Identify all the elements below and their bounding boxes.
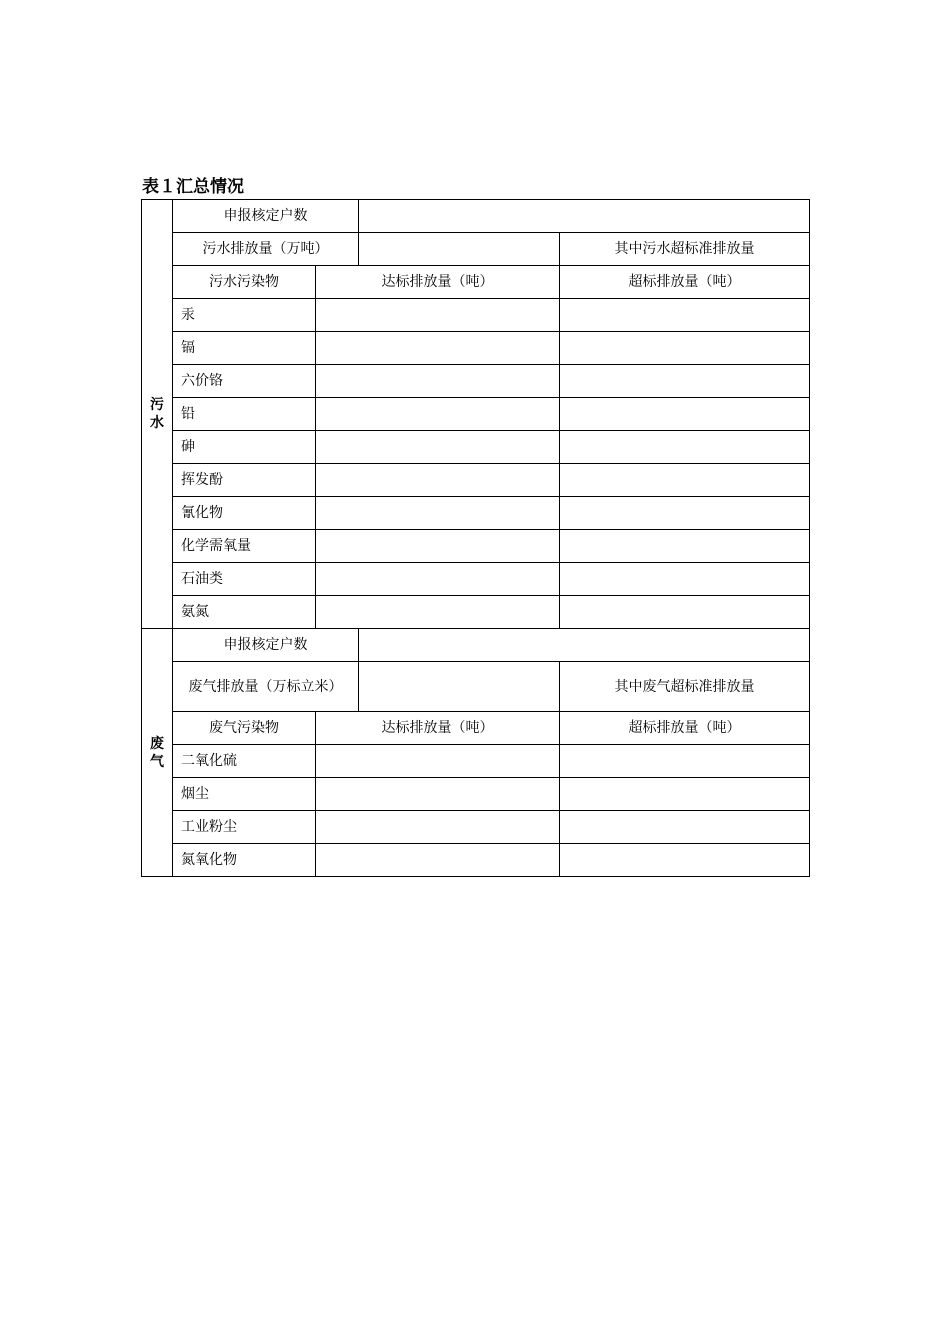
table-row	[142, 596, 810, 629]
pollutant-name: 铅	[173, 398, 316, 431]
table-title: 表１汇总情况	[142, 177, 244, 197]
compliant-amount-cell[interactable]	[316, 530, 560, 563]
over-amount-cell[interactable]	[560, 778, 810, 811]
pollutant-name: 镉	[173, 332, 316, 365]
pollutant-name: 汞	[173, 299, 316, 332]
over-amount-cell[interactable]	[560, 530, 810, 563]
pollutant-name: 石油类	[173, 563, 316, 596]
wastewater-over-header: 超标排放量（吨）	[560, 266, 810, 299]
over-amount-cell[interactable]	[560, 563, 810, 596]
pollutant-name: 烟尘	[173, 778, 316, 811]
pollutant-name: 挥发酚	[173, 464, 316, 497]
wastewater-declared-households-value[interactable]	[359, 200, 810, 233]
pollutant-name: 砷	[173, 431, 316, 464]
compliant-amount-cell[interactable]	[316, 431, 560, 464]
table-row	[142, 563, 810, 596]
table-row	[142, 299, 810, 332]
pollutant-name: 氰化物	[173, 497, 316, 530]
table-row	[142, 530, 810, 563]
wastewater-declared-households-label: 申报核定户数	[173, 200, 359, 233]
compliant-amount-cell[interactable]	[316, 497, 560, 530]
over-amount-cell[interactable]	[560, 299, 810, 332]
compliant-amount-cell[interactable]	[316, 464, 560, 497]
compliant-amount-cell[interactable]	[316, 332, 560, 365]
wastewater-section	[142, 200, 810, 629]
waste-gas-discharge-label: 废气排放量（万标立米）	[173, 662, 359, 712]
waste-gas-declared-households-value[interactable]	[359, 629, 810, 662]
wastewater-compliant-header: 达标排放量（吨）	[316, 266, 560, 299]
waste-gas-compliant-header: 达标排放量（吨）	[316, 712, 560, 745]
wastewater-discharge-value[interactable]	[359, 233, 560, 266]
compliant-amount-cell[interactable]	[316, 563, 560, 596]
compliant-amount-cell[interactable]	[316, 745, 560, 778]
over-amount-cell[interactable]	[560, 844, 810, 877]
waste-gas-declared-households-label: 申报核定户数	[173, 629, 359, 662]
over-amount-cell[interactable]	[560, 365, 810, 398]
summary-table	[141, 199, 810, 877]
table-row	[142, 365, 810, 398]
over-amount-cell[interactable]	[560, 497, 810, 530]
pollutant-name: 化学需氧量	[173, 530, 316, 563]
pollutant-name: 二氧化硫	[173, 745, 316, 778]
compliant-amount-cell[interactable]	[316, 811, 560, 844]
compliant-amount-cell[interactable]	[316, 398, 560, 431]
compliant-amount-cell[interactable]	[316, 365, 560, 398]
table-row	[142, 464, 810, 497]
pollutant-name: 氨氮	[173, 596, 316, 629]
table-row	[142, 778, 810, 811]
waste-gas-section-label: 废 气	[142, 629, 173, 877]
pollutant-name: 氮氧化物	[173, 844, 316, 877]
table-row	[142, 332, 810, 365]
waste-gas-section	[142, 629, 810, 877]
pollutant-name: 工业粉尘	[173, 811, 316, 844]
wastewater-section-label: 污 水	[142, 200, 173, 629]
table-row	[142, 811, 810, 844]
compliant-amount-cell[interactable]	[316, 844, 560, 877]
wastewater-over-standard-label: 其中污水超标准排放量	[560, 233, 810, 266]
over-amount-cell[interactable]	[560, 745, 810, 778]
over-amount-cell[interactable]	[560, 332, 810, 365]
waste-gas-over-header: 超标排放量（吨）	[560, 712, 810, 745]
over-amount-cell[interactable]	[560, 464, 810, 497]
compliant-amount-cell[interactable]	[316, 299, 560, 332]
table-row	[142, 844, 810, 877]
table-row	[142, 431, 810, 464]
waste-gas-discharge-value[interactable]	[359, 662, 560, 712]
wastewater-discharge-label: 污水排放量（万吨）	[173, 233, 359, 266]
table-row	[142, 745, 810, 778]
table-row	[142, 497, 810, 530]
wastewater-pollutant-header: 污水污染物	[173, 266, 316, 299]
compliant-amount-cell[interactable]	[316, 778, 560, 811]
table-row	[142, 398, 810, 431]
over-amount-cell[interactable]	[560, 596, 810, 629]
over-amount-cell[interactable]	[560, 431, 810, 464]
compliant-amount-cell[interactable]	[316, 596, 560, 629]
pollutant-name: 六价铬	[173, 365, 316, 398]
waste-gas-over-standard-label: 其中废气超标准排放量	[560, 662, 810, 712]
waste-gas-pollutant-header: 废气污染物	[173, 712, 316, 745]
over-amount-cell[interactable]	[560, 811, 810, 844]
over-amount-cell[interactable]	[560, 398, 810, 431]
